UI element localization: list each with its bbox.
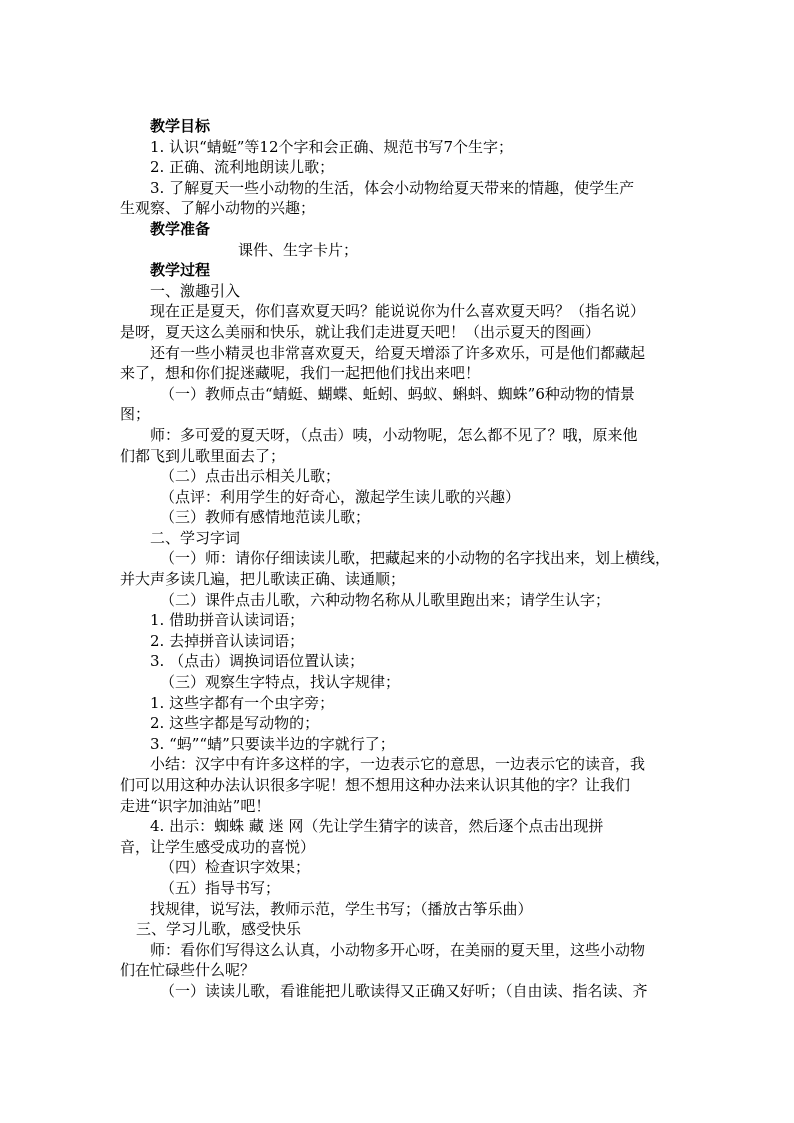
paragraph-line: 2. 正确、流利地朗读儿歌； <box>150 158 335 177</box>
paragraph-line: 课件、生字卡片； <box>238 240 359 259</box>
paragraph-line: 1. 借助拼音认读词语； <box>150 611 305 630</box>
paragraph-line: 1. 认识“蜻蜓”等12个字和会正确、规范书写7个生字； <box>150 137 514 156</box>
section-heading-process: 教学过程 <box>150 261 211 280</box>
paragraph-line: 2. 这些字都是写动物的； <box>150 714 320 733</box>
paragraph-line: 师：多可爱的夏天呀，（点击）咦，小动物呢，怎么都不见了？哦，原来他 <box>150 425 638 444</box>
paragraph-line: （二）点击出示相关儿歌； <box>160 467 341 486</box>
paragraph-line: （四）检查识字效果； <box>160 858 311 877</box>
paragraph-line: 们可以用这种办法认识很多字呢！想不想用这种办法来认识其他的字？让我们 <box>120 776 631 794</box>
document-page <box>120 116 680 1002</box>
paragraph-line: 来了，想和你们捉迷藏呢，我们一起把他们找出来吧！ <box>120 364 481 383</box>
section-heading-preparation: 教学准备 <box>150 219 211 238</box>
paragraph-line: 们在忙碌些什么呢？ <box>120 961 256 980</box>
paragraph-line: 音，让学生感受成功的喜悦） <box>120 837 316 856</box>
paragraph-line: 生观察、了解小动物的兴趣； <box>120 199 316 218</box>
paragraph-line: 并大声多读几遍，把儿歌读正确、读通顺； <box>120 570 406 589</box>
paragraph-line: （三）教师有感情地范读儿歌； <box>160 508 371 527</box>
subheading-line: 一、激趣引入 <box>150 281 241 300</box>
paragraph-line: 现在正是夏天，你们喜欢夏天吗？能说说你为什么喜欢夏天吗？（指名说） <box>150 302 646 321</box>
section-heading-teaching-goals: 教学目标 <box>150 117 211 135</box>
paragraph-line: 走进“识字加油站”吧！ <box>120 796 271 815</box>
paragraph-line: 2. 去掉拼音认读词语； <box>150 631 305 650</box>
paragraph-line: 3. 了解夏天一些小动物的生活，体会小动物给夏天带来的情趣，使学生产 <box>150 178 635 197</box>
paragraph-line: 是呀，夏天这么美丽和快乐，就让我们走进夏天吧！（出示夏天的图画） <box>120 322 601 341</box>
paragraph-line: （点评：利用学生的好奇心，激起学生读儿歌的兴趣） <box>160 487 521 506</box>
paragraph-line: （一）读读儿歌，看谁能把儿歌读得又正确又好听；（自由读、指名读、齐 <box>160 981 648 1000</box>
paragraph-line: 们都飞到儿歌里面去了； <box>120 446 286 465</box>
paragraph-line: 3. （点击）调换词语位置认读； <box>150 652 365 671</box>
paragraph-line: 师：看你们写得这么认真，小动物多开心呀，在美丽的夏天里，这些小动物 <box>150 940 646 959</box>
paragraph-line: （二）课件点击儿歌，六种动物名称从儿歌里跑出来；请学生认字； <box>160 590 611 609</box>
subheading-line: 二、学习字词 <box>150 528 241 547</box>
paragraph-line: （一）师：请你仔细读读儿歌，把藏起来的小动物的名字找出来，划上横线， <box>160 549 671 568</box>
paragraph-line: 找规律，说写法，教师示范，学生书写；（播放古筝乐曲） <box>150 899 533 918</box>
paragraph-line: （五）指导书写； <box>160 878 281 897</box>
paragraph-line: 4. 出示：蜘蛛 藏 迷 网（先让学生猜字的读音，然后逐个点击出现拼 <box>150 817 604 836</box>
paragraph-line: 还有一些小精灵也非常喜欢夏天，给夏天增添了许多欢乐，可是他们都藏起 <box>150 343 646 362</box>
paragraph-line: 图； <box>120 405 151 424</box>
paragraph-line: 3. “蚂”“蜻”只要读半边的字就行了； <box>150 734 395 753</box>
paragraph-line: 1. 这些字都有一个虫字旁； <box>150 693 335 712</box>
paragraph-line: （一）教师点击“蜻蜓、蝴蝶、蚯蚓、蚂蚁、蝌蚪、蜘蛛”6种动物的情景 <box>160 384 635 403</box>
paragraph-line: （三）观察生字特点，找认字规律； <box>160 673 401 692</box>
subheading-line: 三、学习儿歌，感受快乐 <box>136 920 302 939</box>
paragraph-line: 小结：汉字中有许多这样的字，一边表示它的意思，一边表示它的读音，我 <box>150 755 646 774</box>
